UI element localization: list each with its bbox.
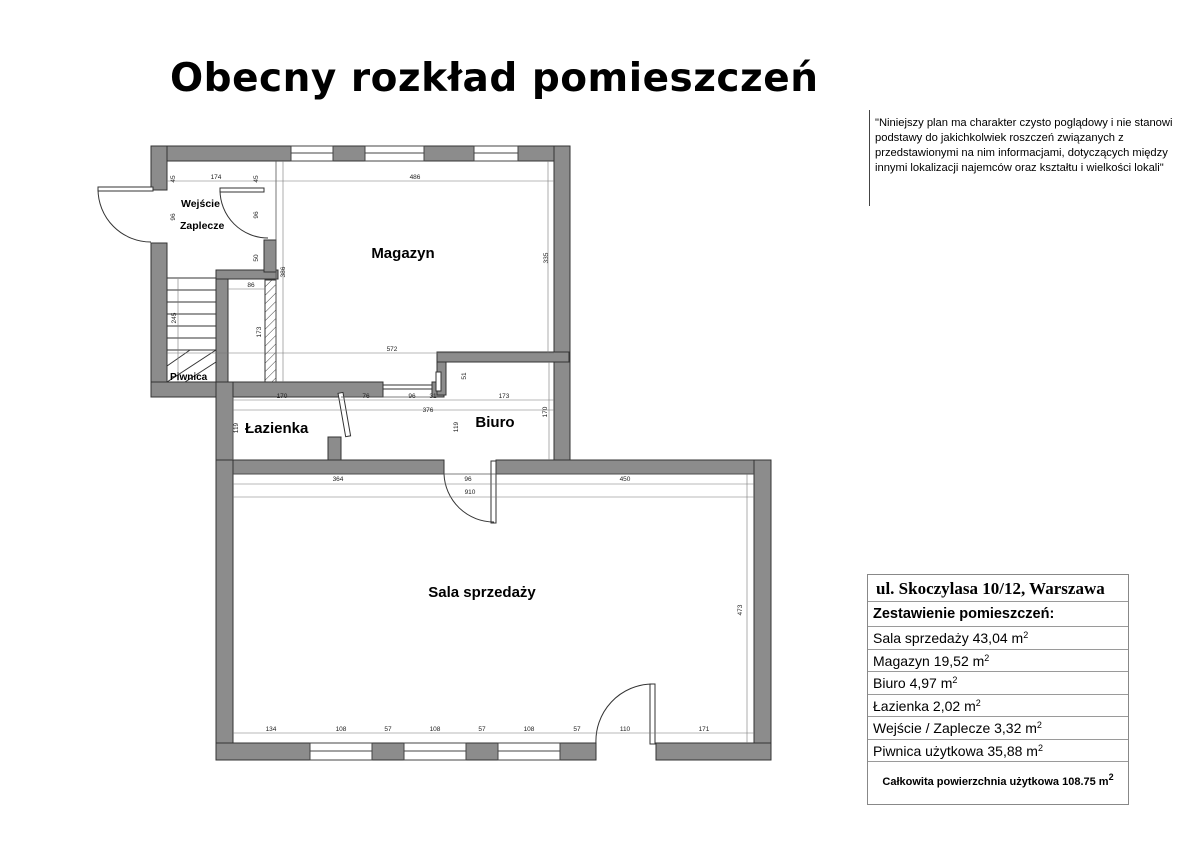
dim-label: 376 [422, 407, 434, 414]
dim-label: 108 [335, 726, 347, 733]
wall-biuro-top [437, 352, 569, 362]
room-sala: Sala sprzedaży [428, 584, 536, 601]
dim-label: 170 [276, 393, 288, 400]
summary-row: Piwnica użytkowa 35,88 $m^2$ [868, 740, 1128, 763]
wall-sala-bottom-p1 [372, 743, 404, 760]
dim-label: 486 [409, 174, 421, 181]
summary-row: Biuro 4,97 $m^2$ [868, 672, 1128, 695]
wall-left-lower [151, 243, 167, 397]
plan-title: Obecny rozkład pomieszczeń [170, 56, 819, 101]
room-zaplecze: Zaplecze [180, 220, 225, 232]
main-door-leaf [650, 684, 655, 744]
room-lazienka: Łazienka [245, 420, 309, 437]
dim-label: 173 [498, 393, 510, 400]
wall-entry-part [264, 240, 276, 272]
wall-sala-left [216, 460, 233, 760]
dim-label: 473 [737, 604, 744, 616]
wall-left-upper [151, 146, 167, 190]
dim-label: 174 [210, 174, 222, 181]
dim-label: 119 [233, 422, 240, 434]
dim-label: 386 [280, 266, 287, 278]
main-door-swing [596, 684, 652, 744]
summary-row: Sala sprzedaży 43,04 $m^2$ [868, 627, 1128, 650]
bath-door-leaf [338, 392, 351, 436]
room-biuro: Biuro [475, 414, 515, 431]
wall-sala-top-right [496, 460, 771, 474]
area-summary-table [867, 574, 1129, 805]
dim-label: 31 [429, 393, 437, 400]
dim-label: 57 [478, 726, 486, 733]
wall-right-upper [554, 146, 570, 463]
dim-label: 108 [523, 726, 535, 733]
dim-label: 170 [542, 406, 549, 418]
dim-label: 96 [170, 213, 177, 221]
dim-label: 110 [619, 726, 631, 733]
summary-total: Całkowita powierzchnia użytkowa 108.75 $m^2$ [882, 772, 1114, 788]
dim-label: 119 [453, 421, 460, 433]
wall-top-pier1 [333, 146, 365, 161]
wall-sala-right [754, 460, 771, 760]
dim-label: 50 [253, 254, 260, 262]
dim-label: 245 [171, 312, 178, 324]
wall-sala-bottom-l [216, 743, 310, 760]
dim-label: 45 [170, 175, 177, 183]
dim-label: 96 [253, 211, 260, 219]
dim-label: 76 [362, 393, 370, 400]
wall-sala-bottom-p2 [466, 743, 498, 760]
dim-label: 910 [464, 489, 476, 496]
inner-door-leaf [220, 188, 264, 192]
dim-label: 57 [573, 726, 581, 733]
biuro-door-leaf [436, 372, 441, 391]
wall-top-left [151, 146, 291, 161]
wall-sala-bottom-p3 [560, 743, 596, 760]
sliding-door [383, 385, 432, 389]
address: ul. Skoczylasa 10/12, Warszawa [868, 575, 1128, 602]
dim-label: 134 [265, 726, 277, 733]
summary-header: Zestawienie pomieszczeń: [868, 602, 1128, 627]
dim-label: 96 [464, 476, 472, 483]
staircase [167, 278, 216, 382]
entry-door-swing [98, 189, 151, 242]
wall-sala-top-left [216, 460, 444, 474]
dim-label: 171 [698, 726, 710, 733]
sala-door-leaf [491, 461, 496, 523]
summary-row: Wejście / Zaplecze 3,32 $m^2$ [868, 717, 1128, 740]
room-wejscie: Wejście [181, 198, 220, 210]
summary-row: Łazienka 2,02 $m^2$ [868, 695, 1128, 718]
dim-label: 45 [253, 175, 260, 183]
dim-label: 450 [619, 476, 631, 483]
dim-label: 173 [256, 326, 263, 338]
inner-door-swing [220, 190, 268, 238]
dim-label: 57 [384, 726, 392, 733]
summary-row: Magazyn 19,52 $m^2$ [868, 650, 1128, 673]
wall-sala-bottom-r [656, 743, 771, 760]
dim-label: 364 [332, 476, 344, 483]
wall-stair [216, 272, 228, 384]
dim-label: 86 [247, 282, 255, 289]
room-magazyn: Magazyn [371, 245, 435, 262]
dim-label: 51 [461, 372, 468, 380]
disclaimer-note: "Niniejszy plan ma charakter czysto poglądowy i nie stanowi podstawy do jakichkolwiek roszczeń związanych z przedstawionymi na nim informacjami, dotyczących między innymi lokalizacji najemców oraz kształtu i wielkości lokali" [875, 117, 1173, 174]
dim-label: 108 [429, 726, 441, 733]
wall-lower-left [151, 382, 383, 397]
dim-label: 335 [543, 252, 550, 264]
dim-label: 572 [386, 346, 398, 353]
hatched-column [265, 280, 276, 382]
entry-door-leaf [98, 187, 153, 191]
wall-top-pier2 [424, 146, 474, 161]
room-piwnica: Piwnica [170, 372, 208, 383]
dim-label: 96 [408, 393, 416, 400]
